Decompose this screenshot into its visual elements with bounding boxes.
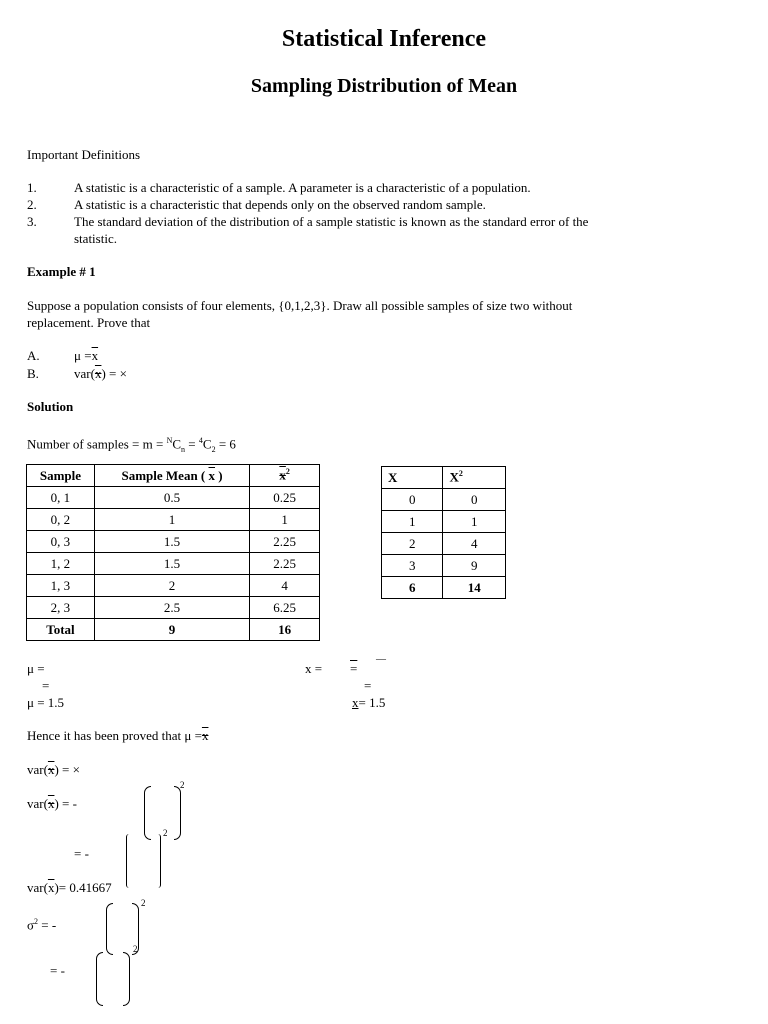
table-cell: 2.25 (250, 553, 320, 575)
proof-conclusion (27, 728, 208, 744)
table-cell: 1 (94, 509, 249, 531)
definition-text: A statistic is a characteristic of a sample. A parameter is a characteristic of a population. (74, 180, 531, 195)
variance-step: = - (74, 846, 89, 861)
right-parenthesis (123, 952, 130, 1006)
samples-label: Number of samples = m = (27, 436, 164, 452)
equals-sign: = (188, 436, 196, 452)
table-cell: 0 (382, 489, 443, 511)
xbar-value (352, 695, 385, 711)
table-total-row (27, 619, 320, 641)
table-row (27, 531, 320, 553)
table-cell: 6 (382, 577, 443, 599)
sigma-symbol: σ (27, 917, 35, 933)
table-cell: 0.5 (94, 487, 249, 509)
mu-formula: μ = (27, 661, 45, 676)
table-row (382, 533, 506, 555)
table-row (382, 555, 506, 577)
part-b-label: B. (27, 366, 39, 381)
definition-text-continued: statistic. (74, 231, 117, 246)
table-cell: 2.25 (250, 531, 320, 553)
square-exponent: 2 (141, 898, 146, 908)
xbar-symbol: x (201, 728, 209, 743)
table-cell: 1 (250, 509, 320, 531)
var-open: var( (27, 796, 48, 811)
table-cell: 0, 1 (27, 487, 95, 509)
table-cell: 2, 3 (27, 597, 95, 619)
page-title: Statistical Inference (281, 26, 487, 52)
combination-c: C (172, 436, 182, 452)
equals-sign: = (42, 678, 50, 693)
table-cell: 2 (382, 533, 443, 555)
superscript-2: 2 (34, 917, 39, 926)
definition-number: 2. (27, 197, 37, 212)
table-cell: 14 (443, 577, 506, 599)
double-equals-sign: = (350, 661, 358, 676)
xbar-mean-formula: x = (305, 661, 323, 676)
table-total-row (382, 577, 506, 599)
variance-result (27, 880, 112, 896)
part-a-label: A. (27, 348, 40, 363)
table-cell: 6.25 (250, 597, 320, 619)
definition-text: The standard deviation of the distribution of a sample statistic is known as the standard error of the (74, 214, 589, 229)
var-open: var( (27, 880, 48, 895)
right-bracket (158, 834, 161, 888)
table-cell: 2 (94, 575, 249, 597)
mu-equals: μ = (74, 348, 92, 363)
xbar-symbol: $\overline{x}$ (47, 880, 55, 895)
square-exponent: 2 (133, 944, 138, 954)
right-parenthesis (174, 786, 181, 840)
left-parenthesis (144, 786, 151, 840)
number-of-samples (27, 433, 236, 458)
var-open: var( (27, 762, 48, 777)
table-cell: 1.5 (94, 531, 249, 553)
table-row (27, 597, 320, 619)
var-close: ) = × (54, 762, 80, 777)
table-cell: 1, 3 (27, 575, 95, 597)
table-header-row (27, 465, 320, 487)
xbar-symbol: x (47, 762, 55, 777)
part-a-statement (74, 348, 98, 364)
part-b-statement (74, 366, 127, 382)
table-cell: 0, 2 (27, 509, 95, 531)
var-close: ) = - (54, 796, 77, 811)
sigma-rhs: = - (38, 917, 57, 933)
population-table (381, 466, 506, 599)
column-header-xbar-squared: $x^2$ (250, 465, 320, 487)
variance-formula (27, 796, 77, 812)
sigma-squared-formula (27, 914, 56, 933)
var-close: ) = × (101, 366, 127, 381)
fraction-bar: — (376, 654, 386, 665)
table-row (27, 575, 320, 597)
xbar-symbol: x (94, 366, 102, 381)
subscript-n: n (181, 444, 186, 454)
table-cell: 0.25 (250, 487, 320, 509)
definition-text: A statistic is a characteristic that depends only on the observed random sample. (74, 197, 486, 212)
equals-sign: = (364, 678, 372, 693)
xbar-symbol: x (47, 796, 55, 811)
combination-c: C (202, 436, 212, 452)
left-parenthesis (96, 952, 103, 1006)
superscript-4: 4 (198, 436, 203, 445)
table-row (27, 553, 320, 575)
table-cell: 4 (250, 575, 320, 597)
subscript-2: 2 (211, 444, 216, 454)
table-cell: 3 (382, 555, 443, 577)
xbar-symbol: x (352, 695, 359, 710)
var-open: var( (74, 366, 95, 381)
solution-heading: Solution (27, 399, 74, 414)
xbar-symbol: $\overline{x}$ (91, 348, 99, 363)
column-header-sample-mean: Sample Mean ( $\overline{x}$ ) (94, 465, 249, 487)
example-text: Suppose a population consists of four elements, {0,1,2,3}. Draw all possible samples of size two without (27, 298, 573, 313)
column-header-x: X (382, 467, 443, 489)
table-cell: 1 (443, 511, 506, 533)
samples-result: = 6 (218, 436, 236, 452)
page-subtitle: Sampling Distribution of Mean (250, 75, 518, 97)
table-cell: 16 (250, 619, 320, 641)
table-row (382, 511, 506, 533)
table-cell: 1.5 (94, 553, 249, 575)
definitions-heading: Important Definitions (27, 147, 141, 162)
samples-table (26, 464, 320, 641)
square-exponent: 2 (163, 828, 168, 838)
table-cell: 0 (443, 489, 506, 511)
superscript-n: N (166, 436, 173, 445)
table-cell: 9 (94, 619, 249, 641)
table-row (27, 487, 320, 509)
xbar-result: = 1.5 (358, 695, 386, 710)
table-cell: 4 (443, 533, 506, 555)
variance-statement (27, 762, 80, 778)
square-exponent: 2 (180, 780, 185, 790)
var-result: )= 0.41667 (54, 880, 112, 895)
column-header-sample: Sample (27, 465, 95, 487)
left-parenthesis (106, 903, 113, 955)
definition-number: 3. (27, 214, 37, 229)
table-row (382, 489, 506, 511)
column-header-x-squared: $X^2$ (443, 467, 506, 489)
left-bracket (126, 834, 129, 888)
table-cell: 1, 2 (27, 553, 95, 575)
table-header-row (382, 467, 506, 489)
mu-value: μ = 1.5 (27, 695, 65, 710)
example-text-continued: replacement. Prove that (27, 315, 151, 330)
table-cell: 9 (443, 555, 506, 577)
example-heading: Example # 1 (27, 264, 96, 279)
table-row (27, 509, 320, 531)
table-cell: Total (27, 619, 95, 641)
table-cell: 2.5 (94, 597, 249, 619)
table-cell: 1 (382, 511, 443, 533)
conclusion-text: Hence it has been proved that μ = (27, 728, 202, 743)
table-cell: 0, 3 (27, 531, 95, 553)
definition-number: 1. (27, 180, 37, 195)
sigma-step: = - (50, 963, 65, 978)
